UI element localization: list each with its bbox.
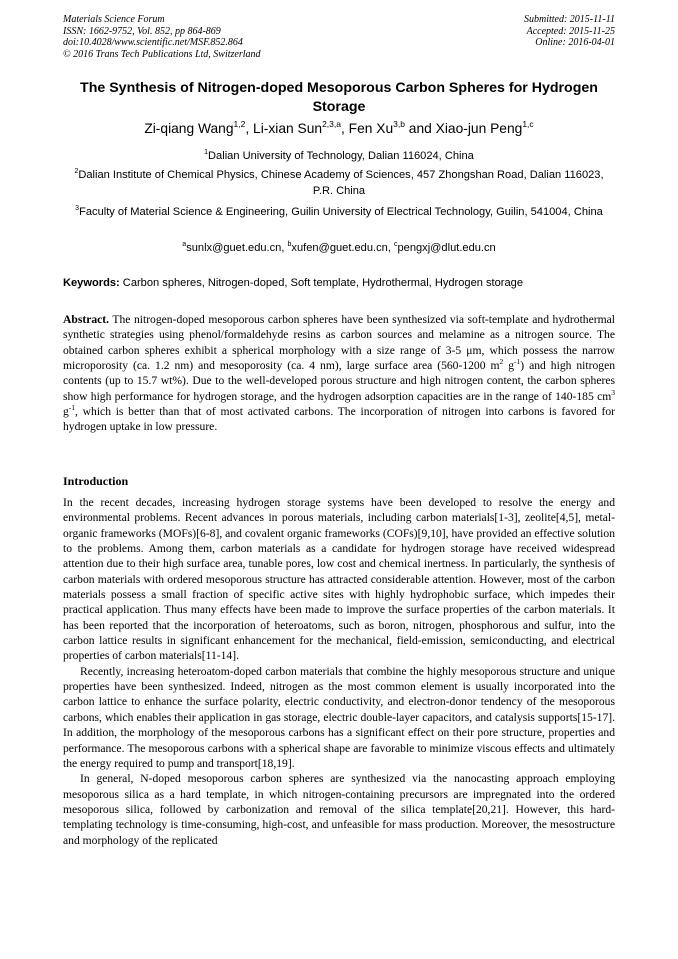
abstract [63,312,615,435]
affiliation-text: Dalian Institute of Chemical Physics, Chinese Academy of Sciences, 457 Zhongshan Road, Dalian 116023, P.R. China [78,169,604,197]
abstract-superscript: 2 [499,357,504,367]
abstract-text: g [503,359,515,373]
keywords [63,276,615,291]
author-separator: , [245,121,254,136]
paper-title: The Synthesis of Nitrogen-doped Mesoporous Carbon Spheres for Hydrogen Storage [80,80,598,115]
email-address: sunlx@guet.edu.cn [186,242,282,254]
keywords-label: Keywords: [63,277,120,289]
affiliation-marker: 1 [204,149,209,156]
affiliation-marker: 2 [74,168,79,175]
copyright-line: © 2016 Trans Tech Publications Ltd, Switzerland [63,48,261,60]
accepted-date: Accepted: 2015-11-25 [526,25,615,37]
author-separator: and [404,121,436,136]
abstract-text: ) and high nitrogen contents (up to 15.7 wt%). Due to the well-developed porous structure and high nitrogen content, the carbon spheres show high performance for hydrogen storage, and the hydrogen adsorption capacities are in the range of 140-185 cm [63,359,616,403]
journal-name: Materials Science Forum [63,14,165,25]
issn-line: ISSN: 1662-9752, Vol. 852, pp 864-869 [63,25,221,37]
author-name: Fen Xu [348,121,394,136]
abstract-text: , which is better than that of most activated carbons. The incorporation of nitrogen into carbons is favored for hydrogen uptake in low pressure. [63,405,615,434]
abstract-superscript: -1 [68,403,76,413]
author-name: Zi-qiang Wang [144,121,234,136]
author-separator: , [340,121,349,136]
email-separator: , [281,242,288,254]
email-marker: a [182,241,187,248]
affiliation-text: Dalian University of Technology, Dalian 116024, China [208,150,474,162]
author-affiliation-marker: 1,c [522,119,534,129]
online-date: Online: 2016-04-01 [535,37,615,48]
abstract-superscript: -1 [514,357,521,367]
paragraph: In the recent decades, increasing hydrogen storage systems have been developed to resolve the energy and environmental problems. Recent advances in porous materials, including carbon materials[1-3], zeolite[4,5], metal-organic frameworks (MOFs)[6-8], and covalent organic frameworks (COFs)[9,10], have provided an effective solution to the problems. Among them, carbon materials as a candidate for hydrogen storage have received widespread attention due to their high surface area, tunable pores, low cost and chemical inertness. In particularly, the synthesis of carbon materials with ordered mesoporous structure has attracted considerable attention. However, most of the carbon materials possess a small fraction of specific active sites with highly hydrophobic surface, which impedes their practical application. Thus many effects have been made to improve the surface properties of the carbon materials. It has been reported that the incorporation of heteroatoms, such as boron, nitrogen, phosphorous and sulfur, into the carbon lattice results in significant enhancement for the mechanical, field-emission, semiconducting, and electrical properties of carbon materials[11-14]. [63,496,615,663]
author-list [63,120,615,138]
publication-dates [524,14,615,49]
keywords-text: Carbon spheres, Nitrogen-doped, Soft template, Hydrothermal, Hydrogen storage [119,277,524,289]
affiliation-2 [63,168,615,199]
email-marker: b [287,241,292,248]
affiliation-text: Faculty of Material Science & Engineering, Guilin University of Electrical Technology, Guilin, 541004, China [79,206,603,218]
author-affiliation-marker: 1,2 [233,119,246,129]
affiliation-1 [63,149,615,165]
introduction-heading: Introduction [63,474,129,488]
email-marker: c [393,241,398,248]
paragraph: Recently, increasing heteroatom-doped carbon materials that combine the highly mesoporous structure and unique properties have been synthesized. Indeed, nitrogen as the most common element is usually incorporated into the carbon lattice to enhance the surface polarity, electric conductivity, and electron-donor tendency of the mesoporous carbons, which enables their application in gas storage, electric double-layer capacitors, and catalysis supports[15-17]. In addition, the morphology of the mesoporous carbons has a significant effect on their pore structure, properties and performance. The mesoporous carbons with a spherical shape are favorable to minimize viscous effects and ultimately the energy required to pump and transport[18,19]. [63,664,615,770]
affiliation-3 [63,205,615,221]
abstract-label: Abstract. [63,313,110,326]
introduction-body [63,495,615,848]
paragraph: In general, N-doped mesoporous carbon spheres are synthesized via the nanocasting approach employing mesoporous silica as a hard template, in which nitrogen-containing precursors are impregnated into the ordered mesoporous silica, followed by carbonization and removal of the silica template[20,21]. However, this hard-templating technology is time-consuming, high-cost, and unfeasible for mass production. Moreover, the mesostructure and morphology of the replicated [63,772,615,847]
email-separator: , [387,242,394,254]
abstract-text: g [63,405,69,419]
email-address: xufen@guet.edu.cn [291,242,388,254]
doi-line: doi:10.4028/www.scientific.net/MSF.852.864 [63,37,243,48]
publication-info [63,14,261,60]
author-affiliation-marker: 2,3,a [322,119,341,129]
author-affiliation-marker: 3,b [393,119,405,129]
abstract-text: The nitrogen-doped mesoporous carbon spheres have been synthesized via soft-template and hydrothermal synthetic strategies using phenol/formaldehyde resins as carbon sources and melamine as a nitrogen source. The obtained carbon spheres exhibit a spherical morphology with a size range of 3-5 μm, which possess the narrow microporosity (ca. 1.2 nm) and mesoporosity (ca. 4 nm), large surface area (560-1200 m [63,313,615,373]
email-address: pengxj@dlut.edu.cn [397,242,496,254]
author-name: Xiao-jun Peng [435,121,523,136]
submitted-date: Submitted: 2015-11-11 [523,14,615,25]
affiliation-marker: 3 [75,205,80,212]
abstract-superscript: 3 [611,387,615,397]
author-name: Li-xian Sun [253,121,323,136]
author-emails [63,241,615,257]
